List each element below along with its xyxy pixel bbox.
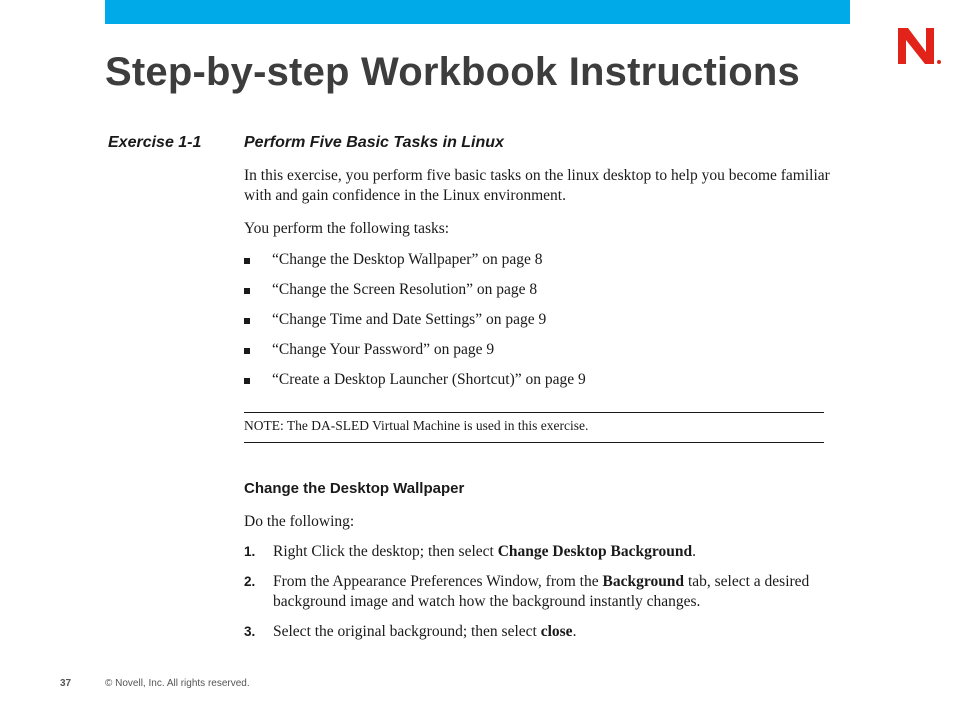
exercise-title: Perform Five Basic Tasks in Linux xyxy=(244,134,504,151)
list-item xyxy=(244,542,834,562)
step-text-part: Right Click the desktop; then select xyxy=(273,543,498,560)
section-intro: Do the following: xyxy=(244,513,355,530)
task-list xyxy=(244,250,586,400)
note-text: NOTE: The DA-SLED Virtual Machine is used in this exercise. xyxy=(244,418,589,433)
step-text-part: . xyxy=(692,543,696,560)
bullet-square-icon xyxy=(244,318,250,324)
note-divider-bottom xyxy=(244,442,824,443)
task-text: “Change Time and Date Settings” on page 9 xyxy=(272,311,547,328)
step-text xyxy=(273,572,834,612)
list-item xyxy=(244,370,586,400)
list-item xyxy=(244,572,834,612)
step-text xyxy=(273,622,834,642)
list-item xyxy=(244,310,586,340)
step-text-part: Select the original background; then select xyxy=(273,623,541,640)
step-text-part: tab, select a desired background image and watch how the background instantly changes. xyxy=(273,573,810,610)
list-item xyxy=(244,250,586,280)
step-text xyxy=(273,542,834,562)
list-item xyxy=(244,622,834,642)
step-number: 3. xyxy=(244,624,256,639)
step-ui-term: Background xyxy=(602,573,685,590)
bullet-square-icon xyxy=(244,348,250,354)
exercise-intro: In this exercise, you perform five basic tasks on the linux desktop to help you become familiar with and gain confidence in the Linux environment. xyxy=(244,167,830,204)
list-item xyxy=(244,340,586,370)
step-ui-term: close xyxy=(540,623,573,640)
page-number: 37 xyxy=(60,678,72,689)
step-text-part: From the Appearance Preferences Window, from the xyxy=(273,573,603,590)
step-text-part: . xyxy=(572,623,577,640)
bullet-square-icon xyxy=(244,258,250,264)
list-item xyxy=(244,280,586,310)
bullet-square-icon xyxy=(244,288,250,294)
task-text: “Change the Screen Resolution” on page 8 xyxy=(272,281,538,298)
task-text: “Change Your Password” on page 9 xyxy=(272,341,495,358)
exercise-label: Exercise 1-1 xyxy=(108,134,202,151)
step-list xyxy=(244,542,834,652)
section-heading: Change the Desktop Wallpaper xyxy=(244,480,465,497)
step-number: 1. xyxy=(244,544,256,559)
novell-n-logo-icon xyxy=(894,24,944,68)
copyright-notice: © Novell, Inc. All rights reserved. xyxy=(105,678,250,689)
note-divider-top xyxy=(244,412,824,413)
slide-title: Step-by-step Workbook Instructions xyxy=(105,50,801,94)
tasks-intro: You perform the following tasks: xyxy=(244,220,450,237)
task-text: “Create a Desktop Launcher (Shortcut)” on page 9 xyxy=(272,371,586,388)
step-ui-term: Change Desktop Background xyxy=(497,543,693,560)
task-text: “Change the Desktop Wallpaper” on page 8 xyxy=(272,251,543,268)
bullet-square-icon xyxy=(244,378,250,384)
top-accent-bar xyxy=(105,0,850,24)
step-number: 2. xyxy=(244,574,256,589)
